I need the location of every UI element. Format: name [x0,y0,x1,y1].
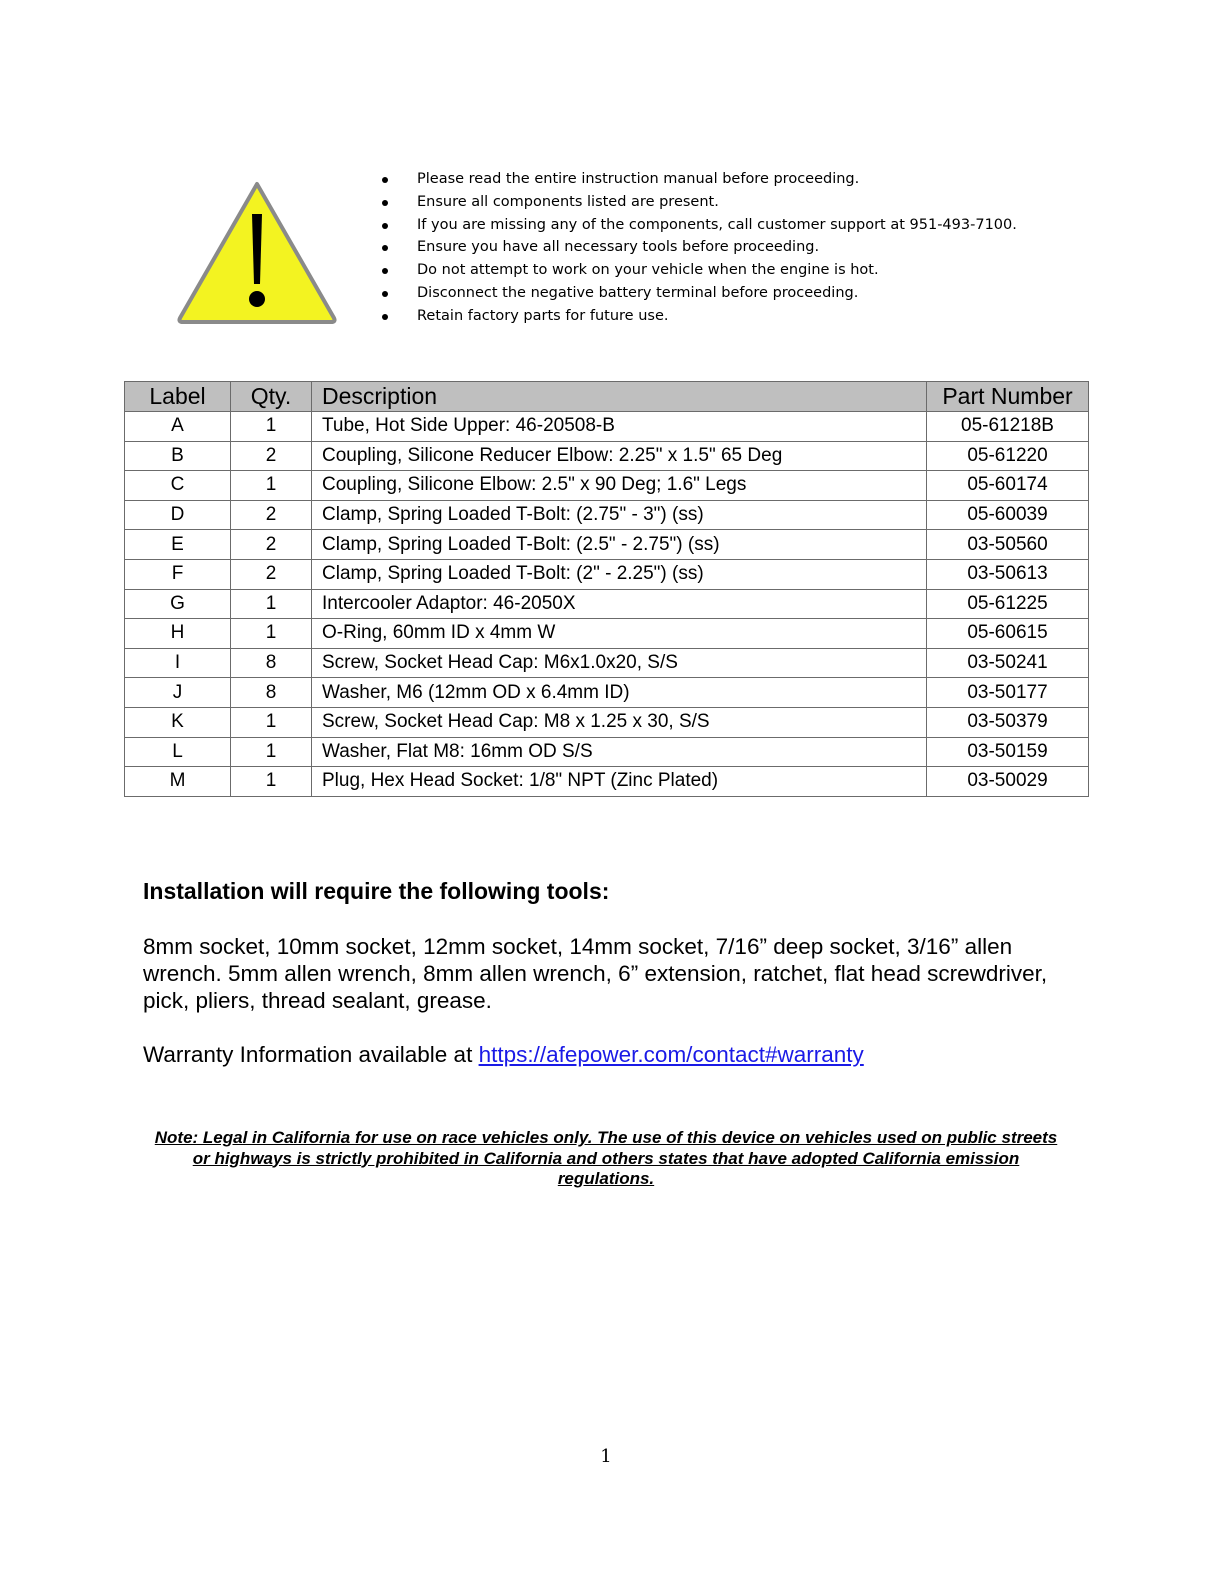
header-part-number: Part Number [927,382,1089,412]
table-row [125,530,1089,560]
cell-description: Clamp, Spring Loaded T-Bolt: (2" - 2.25") (ss) [312,559,927,589]
cell-qty: 2 [231,500,312,530]
table-row [125,589,1089,619]
cell-description: Washer, Flat M8: 16mm OD S/S [312,737,927,767]
header-qty: Qty. [231,382,312,412]
cell-description: Tube, Hot Side Upper: 46-20508-B [312,412,927,442]
cell-qty: 2 [231,530,312,560]
cell-description: Screw, Socket Head Cap: M6x1.0x20, S/S [312,648,927,678]
cell-qty: 1 [231,619,312,649]
table-row [125,441,1089,471]
cell-part-number: 03-50379 [927,707,1089,737]
tools-list: 8mm socket, 10mm socket, 12mm socket, 14mm socket, 7/16” deep socket, 3/16” allen wrench. 5mm allen wrench, 8mm allen wrench, 6” extension, ratchet, flat head screwdriver, pick, pliers, thread sealant, grease. [143,934,1048,1013]
cell-label: F [125,559,231,589]
cell-label: L [125,737,231,767]
cell-part-number: 05-60039 [927,500,1089,530]
table-row [125,412,1089,442]
precaution-item: Do not attempt to work on your vehicle when the engine is hot. [378,259,1017,282]
table-row [125,767,1089,797]
cell-qty: 1 [231,471,312,501]
cell-description: Coupling, Silicone Elbow: 2.5" x 90 Deg; 1.6" Legs [312,471,927,501]
cell-description: Clamp, Spring Loaded T-Bolt: (2.75" - 3") (ss) [312,500,927,530]
cell-description: Screw, Socket Head Cap: M8 x 1.25 x 30, S/S [312,707,927,737]
cell-part-number: 03-50613 [927,559,1089,589]
cell-qty: 1 [231,737,312,767]
table-row [125,559,1089,589]
table-row [125,648,1089,678]
cell-label: A [125,412,231,442]
cell-part-number: 03-50560 [927,530,1089,560]
page-number: 1 [600,1446,612,1467]
cell-label: G [125,589,231,619]
cell-label: H [125,619,231,649]
warranty-line [143,1041,864,1068]
cell-qty: 8 [231,678,312,708]
cell-part-number: 05-60174 [927,471,1089,501]
cell-description: Intercooler Adaptor: 46-2050X [312,589,927,619]
cell-label: E [125,530,231,560]
cell-part-number: 05-61225 [927,589,1089,619]
warranty-prefix: Warranty Information available at [143,1042,479,1067]
header-description: Description [312,382,927,412]
legal-note: Note: Legal in California for use on race vehicles only. The use of this device on vehicles used on public streets or highways is strictly prohibited in California and others states that have adopted California emission regulations. [154,1128,1058,1188]
warning-triangle-icon [174,178,340,326]
cell-description: Clamp, Spring Loaded T-Bolt: (2.5" - 2.75") (ss) [312,530,927,560]
cell-description: O-Ring, 60mm ID x 4mm W [312,619,927,649]
cell-qty: 2 [231,441,312,471]
cell-label: C [125,471,231,501]
cell-description: Washer, M6 (12mm OD x 6.4mm ID) [312,678,927,708]
table-row [125,500,1089,530]
cell-qty: 8 [231,648,312,678]
precaution-item: Ensure all components listed are present. [378,191,1017,214]
cell-qty: 1 [231,412,312,442]
cell-qty: 2 [231,559,312,589]
cell-part-number: 03-50159 [927,737,1089,767]
cell-label: J [125,678,231,708]
tools-heading: Installation will require the following tools: [143,878,610,904]
table-row [125,678,1089,708]
table-row [125,707,1089,737]
precaution-item: Retain factory parts for future use. [378,305,1017,328]
cell-label: K [125,707,231,737]
table-row [125,471,1089,501]
table-row [125,737,1089,767]
parts-table [124,381,1089,797]
precaution-item: If you are missing any of the components, call customer support at 951-493-7100. [378,214,1017,237]
table-row [125,619,1089,649]
cell-part-number: 03-50241 [927,648,1089,678]
header-label: Label [125,382,231,412]
cell-part-number: 05-61218B [927,412,1089,442]
cell-qty: 1 [231,707,312,737]
cell-part-number: 05-61220 [927,441,1089,471]
cell-label: M [125,767,231,797]
cell-qty: 1 [231,589,312,619]
precaution-item: Disconnect the negative battery terminal before proceeding. [378,282,1017,305]
cell-qty: 1 [231,767,312,797]
precaution-item: Ensure you have all necessary tools before proceeding. [378,236,1017,259]
precaution-list [378,168,1017,328]
cell-description: Coupling, Silicone Reducer Elbow: 2.25" x 1.5" 65 Deg [312,441,927,471]
cell-description: Plug, Hex Head Socket: 1/8" NPT (Zinc Plated) [312,767,927,797]
cell-label: B [125,441,231,471]
table-header-row [125,382,1089,412]
warranty-link[interactable]: https://afepower.com/contact#warranty [478,1042,864,1067]
cell-part-number: 05-60615 [927,619,1089,649]
cell-label: D [125,500,231,530]
cell-label: I [125,648,231,678]
precaution-item: Please read the entire instruction manual before proceeding. [378,168,1017,191]
cell-part-number: 03-50029 [927,767,1089,797]
cell-part-number: 03-50177 [927,678,1089,708]
